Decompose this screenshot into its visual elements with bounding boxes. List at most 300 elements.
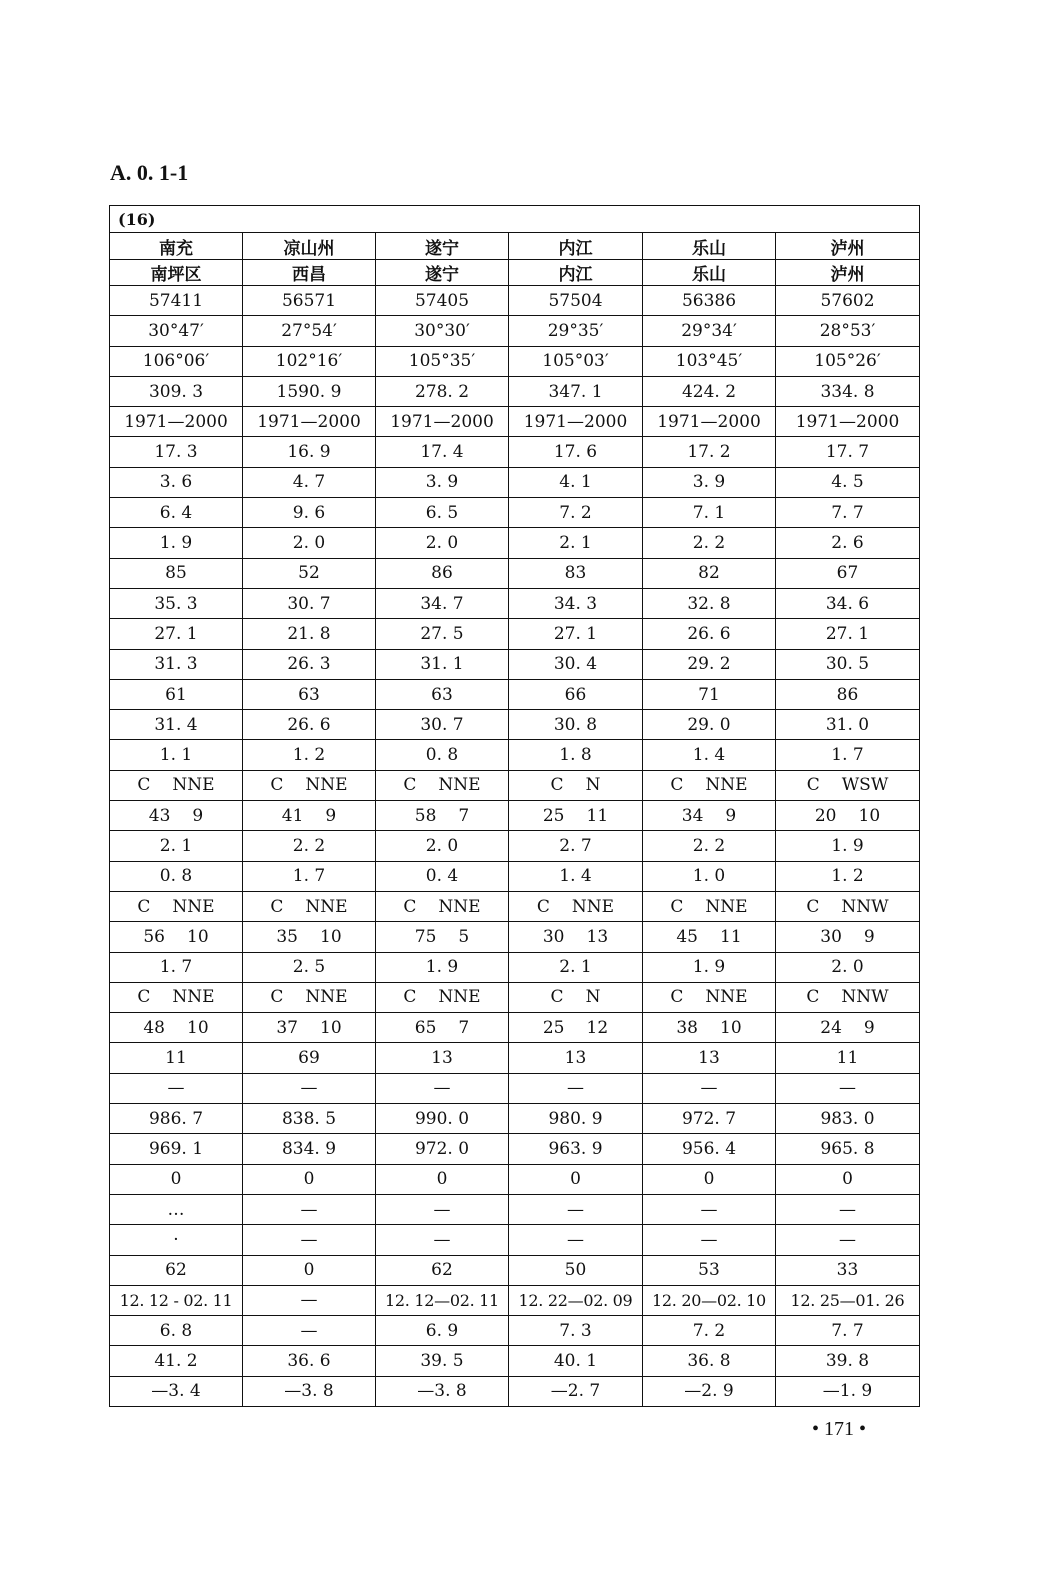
cell-part-right: WSW [841, 775, 889, 796]
table-cell [243, 982, 376, 1012]
table-cell: 6. 9 [376, 1316, 509, 1346]
table-cell: 0. 8 [110, 861, 243, 891]
table-cell: 7. 1 [643, 498, 776, 528]
table-cell: 31. 0 [776, 710, 920, 740]
header-row-region [110, 233, 920, 260]
cell-part-left: C [137, 896, 151, 917]
table-cell: 56386 [643, 286, 776, 316]
cell-part-right: 10 [187, 926, 209, 947]
table-cell: 1. 9 [376, 952, 509, 982]
table-cell: 16. 9 [243, 437, 376, 467]
table-row [110, 1316, 920, 1346]
table-cell: 3. 6 [110, 467, 243, 497]
table-cell: 2. 1 [509, 952, 643, 982]
table-cell [776, 891, 920, 921]
cell-part-left: 48 [143, 1017, 165, 1038]
table-cell: 26. 3 [243, 649, 376, 679]
table-cell: 1. 7 [776, 740, 920, 770]
table-cell: 2. 2 [643, 528, 776, 558]
cell-part-right: NNE [305, 775, 348, 796]
table-cell: — [376, 1225, 509, 1255]
cell-part-left: 58 [414, 805, 437, 826]
table-cell: 2. 1 [110, 831, 243, 861]
table-cell: 1. 9 [643, 952, 776, 982]
table-cell [376, 1013, 509, 1043]
table-cell: 1. 4 [643, 740, 776, 770]
page-number: • 171 • [812, 1418, 867, 1440]
table-cell: 105°35′ [376, 346, 509, 376]
cell-part-left: 34 [681, 805, 704, 826]
table-cell: 986. 7 [110, 1104, 243, 1134]
table-cell: — [243, 1285, 376, 1315]
cell-part-left: C [270, 896, 284, 917]
table-cell: 0 [110, 1164, 243, 1194]
table-cell: 17. 2 [643, 437, 776, 467]
table-row [110, 831, 920, 861]
table-cell: 965. 8 [776, 1134, 920, 1164]
table-cell: 66 [509, 679, 643, 709]
table-cell [376, 891, 509, 921]
table-cell: 6. 5 [376, 498, 509, 528]
table-cell: 7. 3 [509, 1316, 643, 1346]
table-cell: 969. 1 [110, 1134, 243, 1164]
table-cell: 63 [243, 679, 376, 709]
header-cell: 凉山州 [243, 233, 376, 260]
cell-part-right: NNE [172, 896, 215, 917]
table-cell [376, 770, 509, 800]
table-row [110, 1285, 920, 1315]
table-cell: 31. 1 [376, 649, 509, 679]
header-cell: 乐山 [643, 233, 776, 260]
table-cell [509, 770, 643, 800]
table-cell: 12. 25—01. 26 [776, 1285, 920, 1315]
table-cell: — [243, 1225, 376, 1255]
table-cell: — [643, 1225, 776, 1255]
table-cell: 12. 12—02. 11 [376, 1285, 509, 1315]
table-row [110, 801, 920, 831]
table-cell: 1. 4 [509, 861, 643, 891]
table-cell: 838. 5 [243, 1104, 376, 1134]
table-row [110, 467, 920, 497]
table-cell: 85 [110, 558, 243, 588]
header-cell: 西昌 [243, 260, 376, 286]
table-cell [643, 922, 776, 952]
table-cell [776, 1013, 920, 1043]
table-cell: 834. 9 [243, 1134, 376, 1164]
cell-part-left: C [550, 775, 564, 796]
cell-part-right: 10 [320, 1017, 342, 1038]
cell-part-left: 56 [143, 926, 165, 947]
cell-part-left: 25 [542, 805, 565, 826]
table-cell: 29°35′ [509, 316, 643, 346]
cell-part-right: NNE [438, 896, 481, 917]
cell-part-right: 10 [720, 1017, 742, 1038]
table-cell: 30°30′ [376, 316, 509, 346]
table-cell: 6. 4 [110, 498, 243, 528]
cell-part-left: 43 [148, 805, 171, 826]
table-cell: 83 [509, 558, 643, 588]
table-row [110, 1194, 920, 1224]
cell-part-right: N [585, 775, 601, 796]
table-row [110, 376, 920, 406]
table-cell: — [376, 1073, 509, 1103]
table-cell: 2. 0 [243, 528, 376, 558]
header-cell: 遂宁 [376, 260, 509, 286]
table-cell: 3. 9 [376, 467, 509, 497]
table-cell: 956. 4 [643, 1134, 776, 1164]
table-cell: — [509, 1073, 643, 1103]
table-cell [776, 770, 920, 800]
table-cell: 1590. 9 [243, 376, 376, 406]
table-cell: 0. 8 [376, 740, 509, 770]
cell-part-left: C [806, 896, 820, 917]
cell-part-right: 7 [458, 805, 470, 826]
table-cell: 4. 5 [776, 467, 920, 497]
table-cell [243, 922, 376, 952]
table-row [110, 922, 920, 952]
table-cell: 17. 3 [110, 437, 243, 467]
table-cell: 31. 3 [110, 649, 243, 679]
table-cell: 34. 3 [509, 588, 643, 618]
table-cell: 972. 7 [643, 1104, 776, 1134]
table-cell: —3. 8 [376, 1376, 509, 1406]
cell-part-right: 10 [858, 805, 881, 826]
table-cell: 56571 [243, 286, 376, 316]
cell-part-right: NNE [705, 775, 748, 796]
cell-part-right: 9 [325, 805, 337, 826]
table-cell: 2. 1 [509, 528, 643, 558]
table-cell: · [110, 1225, 243, 1255]
table-cell: 1. 2 [776, 861, 920, 891]
table-cell: 103°45′ [643, 346, 776, 376]
table-cell: — [243, 1073, 376, 1103]
table-cell [643, 770, 776, 800]
cell-part-left: 30 [542, 926, 565, 947]
table-row [110, 982, 920, 1012]
table-cell: 29. 2 [643, 649, 776, 679]
table-cell: 82 [643, 558, 776, 588]
table-cell: 4. 1 [509, 467, 643, 497]
cell-part-right: NNE [172, 987, 215, 1008]
header-cell: 南坪区 [110, 260, 243, 286]
table-cell: 39. 8 [776, 1346, 920, 1376]
cell-part-right: NNE [571, 896, 615, 917]
table-cell: 2. 7 [509, 831, 643, 861]
header-cell: 内江 [509, 233, 643, 260]
table-cell [110, 770, 243, 800]
table-cell: 2. 2 [643, 831, 776, 861]
table-cell: 12. 20—02. 10 [643, 1285, 776, 1315]
table-cell [776, 922, 920, 952]
table-cell: 30. 4 [509, 649, 643, 679]
table-cell: 27°54′ [243, 316, 376, 346]
table-cell [110, 801, 243, 831]
table-cell: 35. 3 [110, 588, 243, 618]
table-cell: 6. 8 [110, 1316, 243, 1346]
section-heading: A. 0. 1-1 [110, 160, 189, 185]
table-cell: 0 [376, 1164, 509, 1194]
table-row [110, 710, 920, 740]
cell-part-right: NNE [305, 896, 348, 917]
header-cell: 泸州 [776, 260, 920, 286]
table-cell: 278. 2 [376, 376, 509, 406]
cell-part-left: 38 [676, 1017, 698, 1038]
cell-part-left: 37 [276, 1017, 298, 1038]
table-cell [643, 982, 776, 1012]
table-cell [110, 891, 243, 921]
table-cell: 13 [376, 1043, 509, 1073]
table-cell: 30. 7 [243, 588, 376, 618]
table-cell: 0 [243, 1164, 376, 1194]
table-cell [509, 801, 643, 831]
table-cell: 28°53′ [776, 316, 920, 346]
cell-part-right: NNE [172, 775, 215, 796]
table-cell: 963. 9 [509, 1134, 643, 1164]
cell-part-left: C [403, 896, 417, 917]
table-cell: 41. 2 [110, 1346, 243, 1376]
cell-part-left: C [550, 987, 564, 1008]
table-cell: 334. 8 [776, 376, 920, 406]
table-cell: — [376, 1194, 509, 1224]
table-cell [110, 982, 243, 1012]
table-cell [643, 891, 776, 921]
table-cell: 105°26′ [776, 346, 920, 376]
table-cell: 7. 7 [776, 498, 920, 528]
table-cell: 1. 7 [243, 861, 376, 891]
table-cell: — [509, 1194, 643, 1224]
table-cell: 63 [376, 679, 509, 709]
cell-part-left: C [670, 775, 684, 796]
table-cell: 34. 7 [376, 588, 509, 618]
table-cell: 30°47′ [110, 316, 243, 346]
table-cell: 102°16′ [243, 346, 376, 376]
cell-part-right: 9 [192, 805, 204, 826]
table-row [110, 588, 920, 618]
table-cell: 1. 1 [110, 740, 243, 770]
table-cell: 36. 6 [243, 1346, 376, 1376]
cell-part-right: 10 [320, 926, 342, 947]
header-cell: 泸州 [776, 233, 920, 260]
table-row [110, 861, 920, 891]
table-cell [509, 982, 643, 1012]
table-cell: — [776, 1073, 920, 1103]
table-cell: 27. 5 [376, 619, 509, 649]
table-cell: 1. 0 [643, 861, 776, 891]
table-cell: 1971—2000 [643, 407, 776, 437]
cell-part-left: 45 [676, 926, 698, 947]
cell-part-left: C [403, 775, 417, 796]
table-row [110, 1225, 920, 1255]
table-cell: —1. 9 [776, 1376, 920, 1406]
cell-part-right: NNW [841, 896, 889, 917]
table-cell: 3. 9 [643, 467, 776, 497]
table-row [110, 1346, 920, 1376]
cell-part-right: NNE [305, 987, 348, 1008]
cell-part-right: NNE [705, 987, 748, 1008]
table-cell: 347. 1 [509, 376, 643, 406]
table-cell: 2. 0 [376, 831, 509, 861]
table-cell: 0 [643, 1164, 776, 1194]
table-cell: 30. 5 [776, 649, 920, 679]
table-caption: (16) [110, 206, 920, 233]
cell-part-right: NNE [438, 987, 481, 1008]
cell-part-left: C [536, 896, 550, 917]
table-row [110, 346, 920, 376]
table-cell: 57602 [776, 286, 920, 316]
table-cell: 30. 7 [376, 710, 509, 740]
table-row [110, 1013, 920, 1043]
table-cell: 0 [243, 1255, 376, 1285]
table-cell: 12. 12 - 02. 11 [110, 1285, 243, 1315]
table-cell: 36. 8 [643, 1346, 776, 1376]
table-cell: 2. 6 [776, 528, 920, 558]
table-cell: 11 [776, 1043, 920, 1073]
cell-part-left: C [270, 987, 284, 1008]
header-cell: 内江 [509, 260, 643, 286]
table-cell: 2. 5 [243, 952, 376, 982]
cell-part-left: 35 [276, 926, 298, 947]
table-cell: — [776, 1225, 920, 1255]
table-cell: — [509, 1225, 643, 1255]
table-cell: 4. 7 [243, 467, 376, 497]
table-cell [643, 1013, 776, 1043]
table-cell: 32. 8 [643, 588, 776, 618]
cell-part-right: 9 [863, 926, 875, 947]
cell-part-right: 7 [458, 1017, 470, 1038]
table-cell: 52 [243, 558, 376, 588]
table-cell: 9. 6 [243, 498, 376, 528]
cell-part-right: 5 [458, 926, 470, 947]
cell-part-left: C [137, 987, 151, 1008]
table-cell [509, 922, 643, 952]
table-row [110, 498, 920, 528]
table-cell [243, 801, 376, 831]
table-cell: 30. 8 [509, 710, 643, 740]
table-cell: 71 [643, 679, 776, 709]
cell-part-left: C [270, 775, 284, 796]
table-row [110, 558, 920, 588]
table-row [110, 1134, 920, 1164]
table-cell: 309. 3 [110, 376, 243, 406]
table-cell: 2. 0 [376, 528, 509, 558]
table-cell: 31. 4 [110, 710, 243, 740]
cell-part-right: 9 [725, 805, 737, 826]
table-cell: … [110, 1194, 243, 1224]
table-cell: 34. 6 [776, 588, 920, 618]
table-cell: 1971—2000 [509, 407, 643, 437]
cell-part-right: NNW [841, 987, 889, 1008]
cell-part-left: 65 [414, 1017, 437, 1038]
cell-part-left: 30 [820, 926, 842, 947]
cell-part-left: C [806, 775, 820, 796]
table-cell: 106°06′ [110, 346, 243, 376]
table-cell: 57504 [509, 286, 643, 316]
cell-part-left: C [670, 987, 684, 1008]
table-cell [376, 922, 509, 952]
cell-part-left: C [137, 775, 151, 796]
table-cell: 29°34′ [643, 316, 776, 346]
table-cell: 1971—2000 [110, 407, 243, 437]
header-cell: 乐山 [643, 260, 776, 286]
table-row [110, 1073, 920, 1103]
table-cell: 1. 7 [110, 952, 243, 982]
table-cell: 2. 0 [776, 952, 920, 982]
table-cell: 50 [509, 1255, 643, 1285]
header-cell: 南充 [110, 233, 243, 260]
cell-part-left: 41 [281, 805, 304, 826]
table-row [110, 1104, 920, 1134]
table-cell: 105°03′ [509, 346, 643, 376]
table-row [110, 679, 920, 709]
table-cell: —2. 9 [643, 1376, 776, 1406]
table-row [110, 407, 920, 437]
cell-part-right: 10 [187, 1017, 209, 1038]
cell-part-left: C [806, 987, 820, 1008]
table-cell: —3. 8 [243, 1376, 376, 1406]
table-row [110, 619, 920, 649]
table-cell [376, 801, 509, 831]
table-cell: 972. 0 [376, 1134, 509, 1164]
table-row [110, 649, 920, 679]
table-cell: 39. 5 [376, 1346, 509, 1376]
cell-part-left: C [403, 987, 417, 1008]
table-cell: 13 [509, 1043, 643, 1073]
station-data-table [109, 205, 920, 1407]
cell-part-right: 12 [586, 1017, 609, 1038]
cell-part-right: 11 [720, 926, 742, 947]
table-cell: 424. 2 [643, 376, 776, 406]
table-cell: —2. 7 [509, 1376, 643, 1406]
table-cell [243, 1013, 376, 1043]
table-cell [509, 891, 643, 921]
table-row [110, 286, 920, 316]
table-cell: 29. 0 [643, 710, 776, 740]
table-cell: 21. 8 [243, 619, 376, 649]
cell-part-right: 13 [586, 926, 609, 947]
table-row [110, 740, 920, 770]
table-cell: 0 [776, 1164, 920, 1194]
table-cell: 86 [776, 679, 920, 709]
cell-part-right: 11 [586, 805, 609, 826]
table-cell: — [643, 1194, 776, 1224]
table-cell: 27. 1 [110, 619, 243, 649]
table-cell: 11 [110, 1043, 243, 1073]
table-cell: 27. 1 [509, 619, 643, 649]
table-cell: — [776, 1194, 920, 1224]
table-cell: 17. 4 [376, 437, 509, 467]
table-cell: 26. 6 [643, 619, 776, 649]
table-row [110, 528, 920, 558]
table-cell: — [243, 1194, 376, 1224]
table-cell: 0 [509, 1164, 643, 1194]
table-cell: —3. 4 [110, 1376, 243, 1406]
table-cell: 1971—2000 [243, 407, 376, 437]
table-cell: 7. 7 [776, 1316, 920, 1346]
table-cell: 990. 0 [376, 1104, 509, 1134]
cell-part-left: 24 [820, 1017, 842, 1038]
table-cell: 7. 2 [643, 1316, 776, 1346]
table-cell: 33 [776, 1255, 920, 1285]
table-cell: 983. 0 [776, 1104, 920, 1134]
table-cell: 1971—2000 [376, 407, 509, 437]
cell-part-right: 9 [863, 1017, 875, 1038]
table-cell: 17. 7 [776, 437, 920, 467]
table-row [110, 437, 920, 467]
table-row [110, 891, 920, 921]
header-row-station [110, 260, 920, 286]
table-cell: 2. 2 [243, 831, 376, 861]
table-row [110, 316, 920, 346]
